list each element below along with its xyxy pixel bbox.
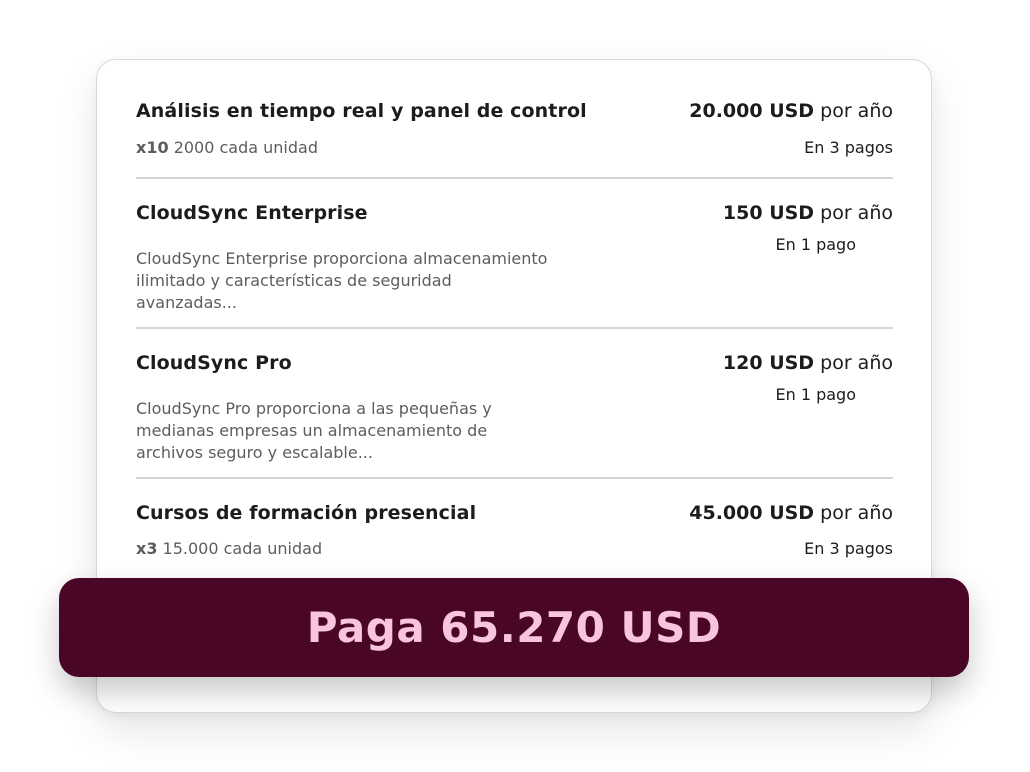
line-item — [136, 202, 893, 329]
line-item-title: CloudSync Pro — [136, 352, 292, 374]
price-period: por año — [820, 202, 893, 224]
line-item — [136, 100, 893, 179]
quantity-multiplier: x10 — [136, 138, 169, 157]
price-amount: 120 USD — [722, 352, 815, 374]
line-item-description: CloudSync Pro proporciona a las pequeñas y medianas empresas un almacenamiento de archivos seguro y escalable... — [136, 399, 492, 462]
pay-button[interactable] — [59, 578, 969, 677]
line-item-price — [723, 202, 893, 224]
quantity-multiplier: x3 — [136, 539, 158, 558]
payment-installments: En 3 pagos — [804, 138, 893, 157]
line-item-title: Análisis en tiempo real y panel de control — [136, 100, 587, 122]
payment-installments: En 1 pago — [775, 385, 856, 404]
line-item — [136, 502, 893, 572]
line-item-price — [689, 100, 893, 122]
payment-installments: En 3 pagos — [804, 539, 893, 558]
line-item-price — [723, 352, 893, 374]
payment-installments: En 1 pago — [775, 235, 856, 254]
unit-price: 2000 cada unidad — [173, 138, 318, 157]
line-item-price — [689, 502, 893, 524]
price-period: por año — [820, 502, 893, 524]
price-period: por año — [820, 100, 893, 122]
line-item-quantity — [136, 539, 322, 558]
price-amount: 45.000 USD — [689, 502, 815, 524]
price-amount: 20.000 USD — [689, 100, 815, 122]
price-period: por año — [820, 352, 893, 374]
line-item-description: CloudSync Enterprise proporciona almacenamiento ilimitado y características de seguridad avanzadas... — [136, 249, 548, 312]
line-item-title: CloudSync Enterprise — [136, 202, 368, 224]
pay-button-label: Paga 65.270 USD — [306, 603, 722, 652]
unit-price: 15.000 cada unidad — [162, 539, 323, 558]
price-amount: 150 USD — [722, 202, 815, 224]
line-item-quantity — [136, 138, 318, 157]
line-item-title: Cursos de formación presencial — [136, 502, 477, 524]
line-item — [136, 352, 893, 479]
